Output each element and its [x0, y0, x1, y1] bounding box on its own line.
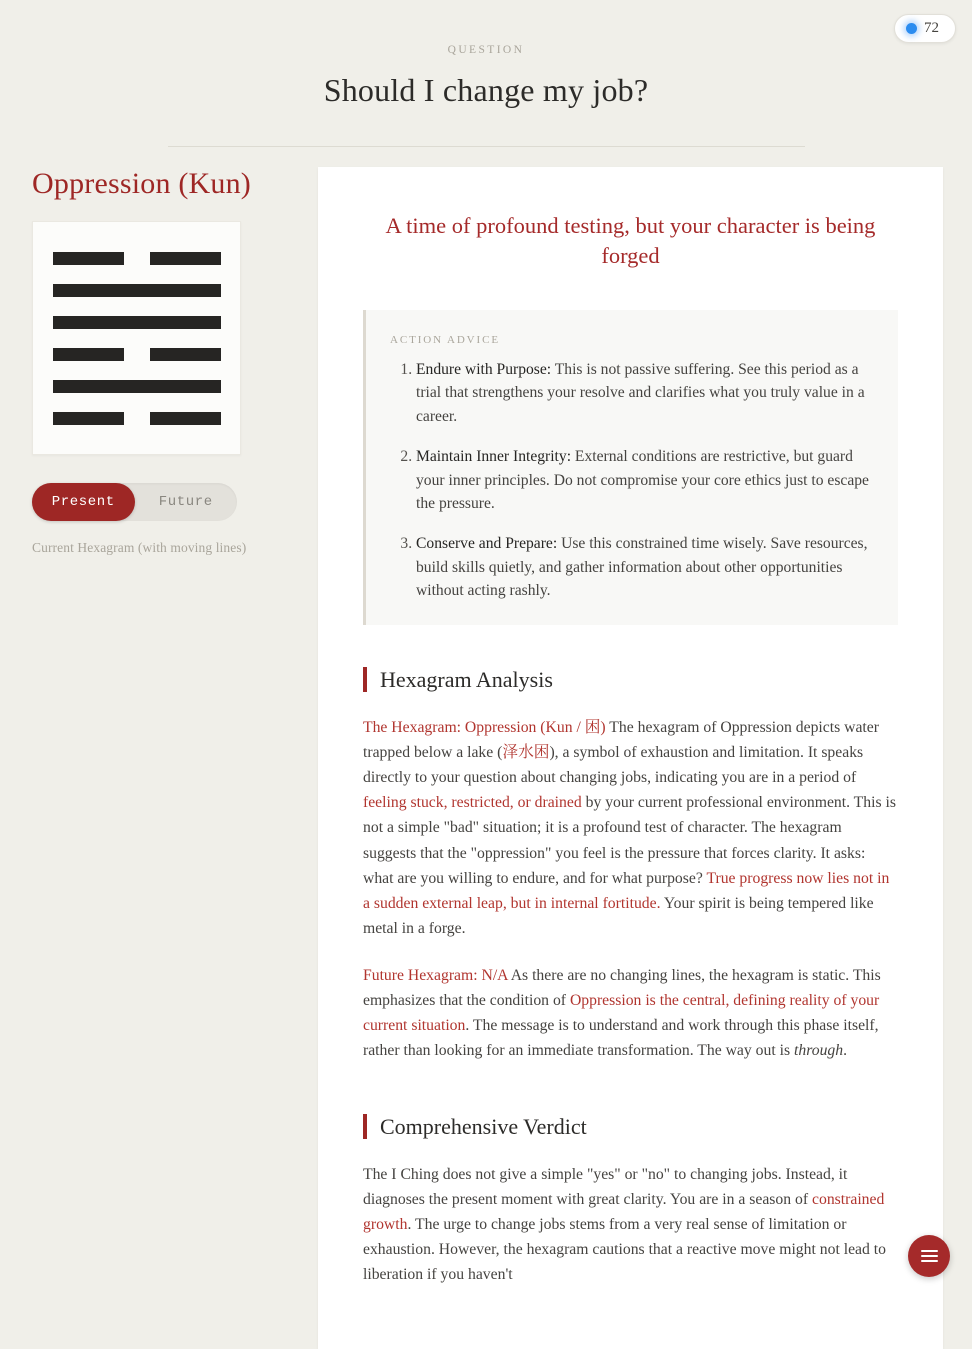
hexagram-name: Oppression (Kun) — [32, 167, 252, 200]
status-badge-container — [894, 14, 956, 43]
advice-text: External conditions are restrictive, but guard your inner principles. Do not compromise your core ethics just to escape the pressure. — [416, 447, 869, 513]
page-title: Should I change my job? — [323, 72, 649, 108]
paragraph-text: . — [843, 1042, 848, 1060]
page-header — [0, 0, 972, 147]
paragraph-text: . The urge to change jobs stems from a very real sense of limitation or exhaustion. However, the hexagram cautions that a reactive move might not lead to liberation if you haven't — [363, 1215, 886, 1284]
paragraph-text: Your spirit is being tempered like metal in a forge. — [363, 894, 874, 937]
list-item — [416, 445, 872, 516]
present-future-toggle[interactable] — [32, 483, 237, 521]
badge-count: 72 — [924, 20, 939, 36]
toggle-present-button[interactable]: Present — [32, 483, 135, 521]
hexagram-caption: Current Hexagram (with moving lines) — [32, 540, 247, 555]
section-header — [363, 667, 898, 693]
action-advice-box — [363, 310, 898, 625]
verdict-paragraph-1 — [363, 1162, 898, 1288]
hexagram-line-2 — [53, 380, 221, 393]
advice-text: Use this constrained time wisely. Save resources, build skills quietly, and gather information about other opportunities without acting rashly. — [416, 534, 868, 600]
list-item — [416, 532, 872, 603]
section-header — [363, 1114, 898, 1140]
highlight-phrase: Oppression is the central, defining reality of your current situation — [363, 992, 880, 1035]
question-kicker: QUESTION — [447, 44, 525, 56]
list-item — [416, 358, 872, 429]
action-advice-list — [390, 358, 872, 603]
section-title: Comprehensive Verdict — [380, 1113, 587, 1139]
paragraph-text: . The message is to understand and work through this phase itself, rather than looking for an immediate transformation. The way out is — [363, 1017, 879, 1060]
hexagram-analysis-section — [363, 667, 898, 1064]
advice-text: This is not passive suffering. See this period as a trial that strengthens your resolve and clarifies what you truly value in a career. — [416, 360, 865, 426]
paragraph-lead: Future Hexagram: N/A — [363, 967, 508, 985]
highlight-phrase: constrained growth — [363, 1190, 885, 1233]
highlight-phrase: feeling stuck, restricted, or drained — [363, 794, 582, 812]
advice-term: Endure with Purpose: — [416, 360, 552, 378]
paragraph-lead: The Hexagram: Oppression (Kun / 困) — [363, 718, 606, 736]
hamburger-menu-icon — [921, 1250, 938, 1262]
paragraph-text: by your current professional environment. This is not a simple "bad" situation; it is a profound test of character. The hexagram suggests that the "oppression" you feel is the pressure that forces clarity. It asks: what are you willing to endure, and for what purpose? — [363, 794, 896, 887]
paragraph-text: The I Ching does not give a simple "yes" or "no" to changing jobs. Instead, it diagnoses the present moment with great clarity. You are in a season of — [363, 1165, 848, 1208]
hexagram-line-5 — [53, 284, 221, 297]
paragraph-text: The hexagram of Oppression depicts water trapped below a lake ( — [363, 718, 879, 762]
hexagram-line-1 — [53, 412, 221, 425]
advice-term: Conserve and Prepare: — [416, 534, 558, 552]
hexagram-line-3 — [53, 348, 221, 361]
section-spacer — [363, 1086, 898, 1114]
reading-card — [318, 167, 943, 1349]
floating-menu-button[interactable] — [908, 1235, 950, 1277]
hexagram-line-4 — [53, 316, 221, 329]
section-accent-bar — [363, 1114, 367, 1139]
reading-headline: A time of profound testing, but your character is being forged — [385, 213, 876, 269]
blue-dot-icon — [906, 23, 917, 34]
paragraph-text: As there are no changing lines, the hexagram is static. This emphasizes that the condition of — [363, 967, 881, 1010]
main-layout — [0, 147, 972, 1349]
analysis-paragraph-2 — [363, 963, 898, 1064]
section-accent-bar — [363, 667, 367, 692]
hexagram-diagram — [32, 221, 241, 455]
analysis-paragraph-1 — [363, 715, 898, 941]
advice-term: Maintain Inner Integrity: — [416, 447, 572, 465]
emphasis-word: through — [794, 1042, 844, 1060]
highlight-phrase: True progress now lies not in a sudden external leap, but in internal fortitude. — [363, 869, 890, 912]
chinese-term: 泽水困 — [502, 744, 550, 762]
action-advice-label: ACTION ADVICE — [390, 333, 500, 346]
status-badge[interactable] — [894, 14, 956, 43]
paragraph-text: ), a symbol of exhaustion and limitation. It speaks directly to your question about changing jobs, indicating you are in a period of — [363, 744, 864, 787]
hexagram-sidebar — [32, 167, 318, 556]
hexagram-line-6 — [53, 252, 221, 265]
section-title: Hexagram Analysis — [380, 666, 553, 692]
comprehensive-verdict-section — [363, 1114, 898, 1288]
toggle-future-button[interactable]: Future — [135, 483, 238, 521]
